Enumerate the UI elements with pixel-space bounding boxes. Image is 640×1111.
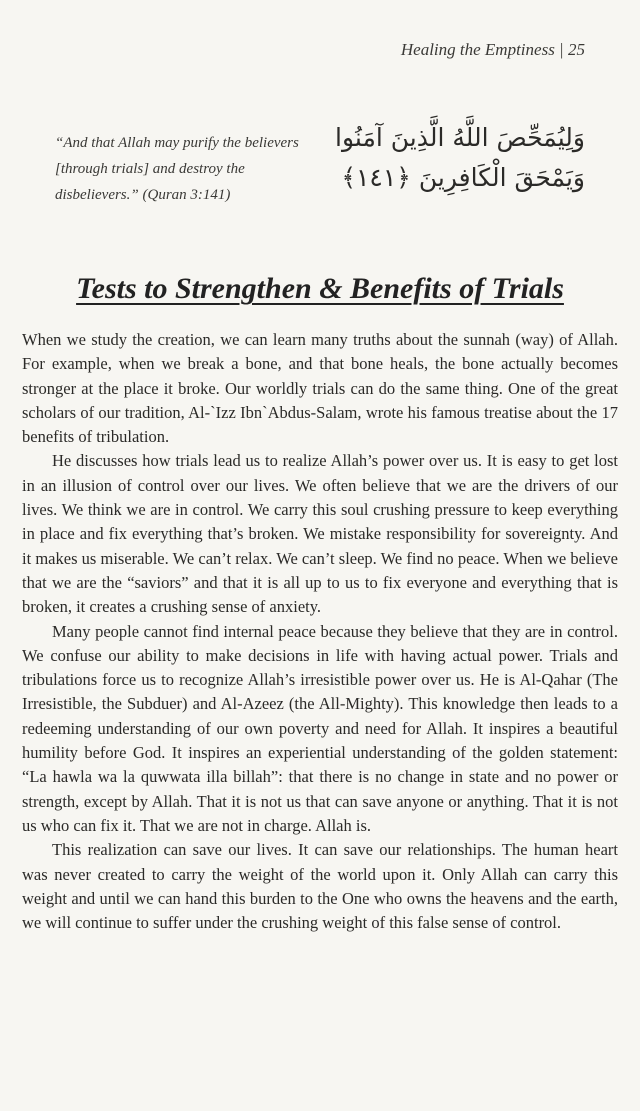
paragraph-2: He discusses how trials lead us to realize Allah’s power over us. It is easy to get lost in an illusion of control over our lives. We often believe that we are the drivers of our lives. We think we are in control. We carry this soul crushing pressure to keep everything in place and fix everything that’s broken. We mistake responsibility for sovereignty. And it makes us miserable. We can’t relax. We can’t sleep. We find no peace. When we believe that we are the “saviors” and that it is all up to us to fix everyone and everything that is broken, it creates a crushing sense of anxiety. [22, 451, 618, 617]
section-title: Tests to Strengthen & Benefits of Trials [76, 272, 564, 305]
quote-english: “And that Allah may purify the believers [through trials] and destroy the disbelievers.” (Quran 3:141) [55, 135, 299, 203]
paragraph-3: Many people cannot find internal peace because they believe that they are in control. We confuse our ability to make decisions in life with having actual power. Trials and tribulations force us to recognize Allah’s irresistible power over us. He is Al-Qahar (The Irresistible, the Subduer) and Al-Azeez (the All-Mighty). This knowledge then leads to a redeeming understanding of our own poverty and need for Allah. It inspires a beautiful humility before God. It inspires an experiential understanding of the golden statement: “La hawla wa la quwwata illa billah”: that there is no change in state and no power or strength, except by Allah. That it is not us that can save anyone or anything. That it is not us who can fix it. That we are not in charge. Allah is. [22, 621, 618, 835]
paragraph-4: This realization can save our lives. It can save our relationships. The human heart was never created to carry the weight of the world upon it. Only Allah can carry this weight and until we can hand this burden to the One who owns the heavens and the earth, we will continue to suffer under the crushing weight of this false sense of control. [22, 840, 618, 933]
running-header: Healing the Emptiness | 25 [400, 40, 585, 59]
paragraph-1: When we study the creation, we can learn many truths about the sunnah (way) of Allah. For example, when we break a bone, and that bone heals, the bone actually becomes stronger at the place it broke. Our worldly trials can do the same thing. One of the great scholars of our tradition, Al-`Izz Ibn`Abdus-Salam, wrote his famous treatise about the 17 benefits of tribulation. [22, 330, 618, 447]
body-text [22, 328, 618, 935]
quote-arabic: وَلِيُمَحِّصَ اللَّهُ الَّذِينَ آمَنُوا وَيَمْحَقَ الْكَافِرِينَ ﴿١٤١﴾ [335, 123, 585, 192]
quran-quote [55, 118, 585, 218]
